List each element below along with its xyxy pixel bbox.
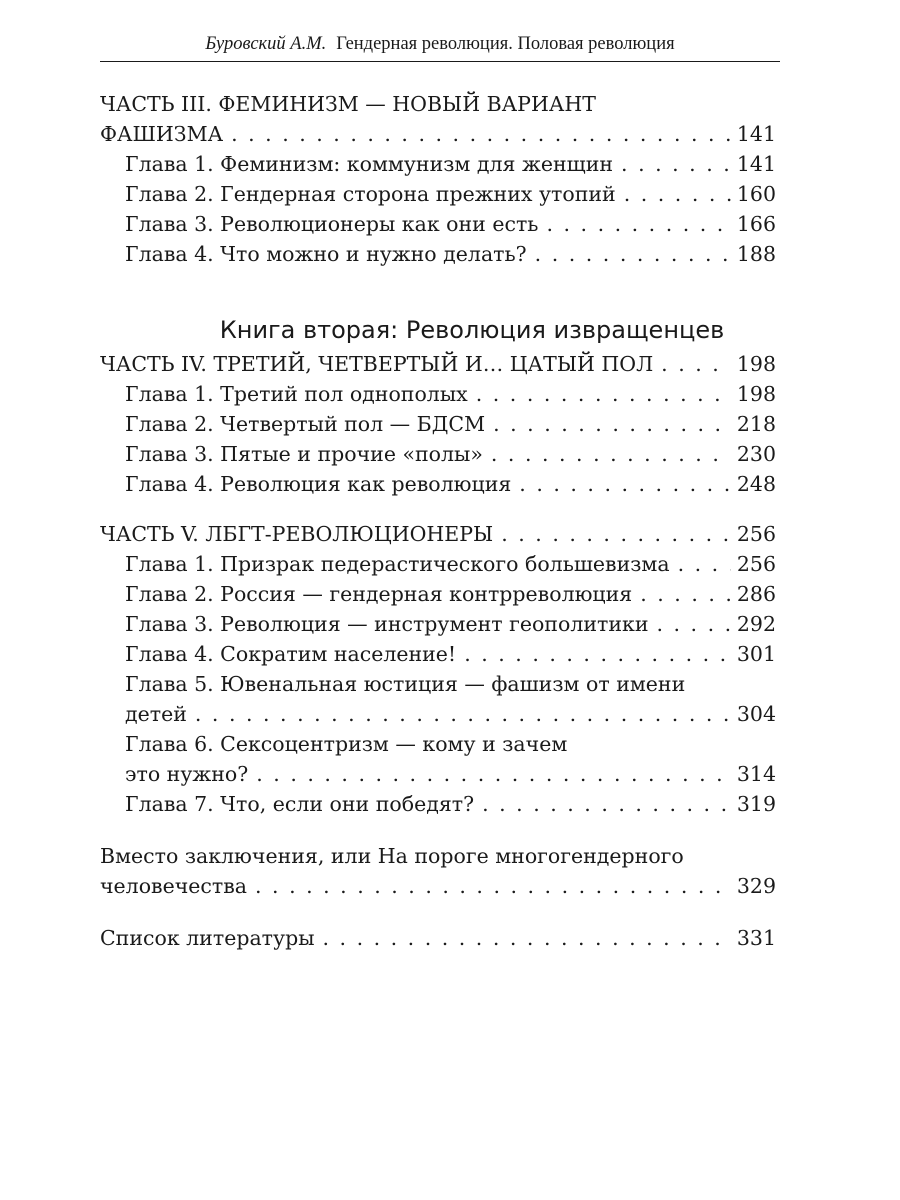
page-number: 166: [736, 212, 776, 236]
toc-entry-chapter: [100, 639, 776, 669]
chapter-label: Глава 3. Революционеры как они есть: [125, 212, 539, 236]
toc-entry-chapter: [100, 239, 776, 269]
running-header-title: Гендерная революция. Половая революция: [336, 34, 675, 54]
chapter-label: Глава 7. Что, если они победят?: [125, 792, 475, 816]
chapter-label: Глава 1. Призрак педерастического большевизма: [125, 552, 670, 576]
toc-entry-chapter: [100, 579, 776, 609]
page-number: 188: [736, 242, 776, 266]
part-5-title: ЧАСТЬ V. ЛБГТ-РЕВОЛЮЦИОНЕРЫ: [100, 522, 494, 546]
chapter-label: Глава 3. Пятые и прочие «полы»: [125, 442, 483, 466]
toc-entry-chapter: [100, 179, 776, 209]
part-3-title-line1: ЧАСТЬ III. ФЕМИНИЗМ — НОВЫЙ ВАРИАНТ: [100, 92, 596, 116]
dot-leader: [624, 179, 731, 209]
page-number: 198: [736, 352, 776, 376]
toc-entry-chapter: [100, 759, 776, 789]
page-number: 286: [736, 582, 776, 606]
dot-leader: [255, 871, 731, 901]
chapter-label: Глава 2. Четвертый пол — БДСМ: [125, 412, 486, 436]
page-number: 331: [736, 926, 776, 950]
toc-entry-chapter: [100, 149, 776, 179]
chapter-label: Глава 4. Сократим население!: [125, 642, 457, 666]
dot-leader: [256, 759, 731, 789]
chapter-label: Глава 1. Феминизм: коммунизм для женщин: [125, 152, 614, 176]
conclusion-line1: Вместо заключения, или На пороге многогендерного: [100, 844, 684, 868]
toc-entry-part-3: [100, 119, 776, 149]
dot-leader: [195, 699, 731, 729]
toc-entry-chapter: [100, 209, 776, 239]
conclusion-line2: человечества: [100, 874, 247, 898]
dot-leader: [656, 609, 730, 639]
page-number: 319: [736, 792, 776, 816]
toc-entry-bibliography: [100, 923, 776, 953]
chapter-label-line2: это нужно?: [125, 762, 249, 786]
chapter-label-line1: Глава 5. Ювенальная юстиция — фашизм от имени: [125, 672, 686, 696]
page-number: 230: [736, 442, 776, 466]
toc-entry-chapter: [100, 409, 776, 439]
bibliography-label: Список литературы: [100, 926, 315, 950]
chapter-label: Глава 1. Третий пол однополых: [125, 382, 468, 406]
chapter-label: Глава 4. Революция как революция: [125, 472, 512, 496]
page-number: 329: [736, 874, 776, 898]
page-number: 314: [736, 762, 776, 786]
chapter-label: Глава 2. Гендерная сторона прежних утопий: [125, 182, 616, 206]
toc-entry-chapter: [100, 439, 776, 469]
part-4-title: ЧАСТЬ IV. ТРЕТИЙ, ЧЕТВЕРТЫЙ И… ЦАТЫЙ ПОЛ: [100, 352, 654, 376]
dot-leader: [491, 439, 731, 469]
dot-leader: [546, 209, 730, 239]
toc-entry-chapter: [100, 789, 776, 819]
chapter-label-line2: детей: [125, 702, 187, 726]
dot-leader: [640, 579, 731, 609]
toc-entry-chapter: [100, 469, 776, 499]
dot-leader: [678, 549, 731, 579]
page-number: 292: [736, 612, 776, 636]
dot-leader: [231, 119, 731, 149]
dot-leader: [482, 789, 731, 819]
page-number: 160: [736, 182, 776, 206]
page-number: 198: [736, 382, 776, 406]
toc-entry-chapter: [100, 379, 776, 409]
toc-entry-part-4: [100, 349, 776, 379]
dot-leader: [501, 519, 731, 549]
toc-entry-part-5: [100, 519, 776, 549]
toc-entry-chapter: [100, 699, 776, 729]
page-number: 141: [736, 152, 776, 176]
toc-entry-chapter: [100, 609, 776, 639]
book-two-title: Книга вторая: Революция извращенцев: [219, 316, 725, 344]
chapter-label: Глава 2. Россия — гендерная контрреволюция: [125, 582, 633, 606]
page-number: 256: [736, 552, 776, 576]
dot-leader: [493, 409, 731, 439]
dot-leader: [661, 349, 731, 379]
dot-leader: [464, 639, 731, 669]
dot-leader: [323, 923, 731, 953]
part-3-title-line2: ФАШИЗМА: [100, 122, 224, 146]
running-header: [100, 32, 780, 56]
chapter-label: Глава 4. Что можно и нужно делать?: [125, 242, 527, 266]
header-rule: [100, 61, 780, 62]
dot-leader: [476, 379, 731, 409]
toc-entry-conclusion: [100, 871, 776, 901]
chapter-label-line1: Глава 6. Сексоцентризм — кому и зачем: [125, 732, 568, 756]
dot-leader: [519, 469, 731, 499]
page-number: 301: [736, 642, 776, 666]
page-number: 304: [736, 702, 776, 726]
dot-leader: [535, 239, 731, 269]
page-number: 248: [736, 472, 776, 496]
toc-entry-chapter: [100, 549, 776, 579]
dot-leader: [621, 149, 731, 179]
page-number: 218: [736, 412, 776, 436]
chapter-label: Глава 3. Революция — инструмент геополитики: [125, 612, 649, 636]
running-header-author: Буровский А.М.: [205, 34, 327, 54]
page-number: 256: [736, 522, 776, 546]
page-number: 141: [736, 122, 776, 146]
table-of-contents: [100, 89, 776, 953]
